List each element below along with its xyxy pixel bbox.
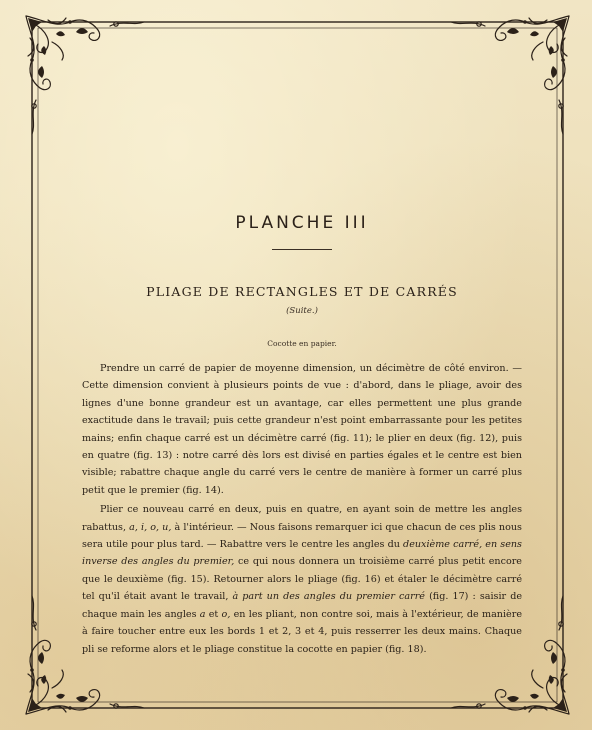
plate-title: PLANCHE III bbox=[235, 213, 369, 233]
title-divider bbox=[272, 249, 332, 250]
italic-run: o, bbox=[221, 608, 231, 620]
text-run: en les pliant, non contre soi, mais à l'extérieur, de manière à faire toucher entre eux les bords 1 et 2, 3 et 4, puis resserrer les deux mains. Chaque pli se reforme alors et le pliage constitue la cocotte en papier (fig. 18). bbox=[82, 608, 522, 655]
section-heading: PLIAGE DE RECTANGLES ET DE CARRÉS bbox=[146, 284, 458, 299]
section-caption: Cocotte en papier. bbox=[267, 339, 337, 348]
text-run: Prendre un carré de papier de moyenne dimension, un décimètre de côté environ. — Cette dimension convient à plusieurs points de vue : d'abord, dans le pliage, avoir des lignes d'une bonne grandeur est un avantage, car elles permettent une plus grande exactitude dans le travail; puis cette grandeur n'est point embarrassante pour les petites mains; enfin chaque carré est un décimètre carré (fig. 11); le plier en deux (fig. 12), puis en quatre (fig. 13) : notre carré dès lors est divisé en parties égales et le centre est bien visible; rabattre chaque angle du carré vers le centre de manière à former un carré plus petit que le premier (fig. 14). bbox=[82, 363, 522, 496]
paragraph bbox=[82, 501, 522, 658]
continued-note: (Suite.) bbox=[286, 306, 318, 316]
corner-ornament-top-left bbox=[26, 16, 144, 134]
text-run: Plier ce nouveau carré en deux, puis en quatre, en ayant soin de mettre les angles rabattus, bbox=[82, 504, 522, 533]
text-run: (fig. 17) : saisir de chaque main les angles bbox=[82, 591, 523, 620]
text-run: et bbox=[205, 608, 222, 620]
italic-run: a bbox=[199, 608, 206, 620]
italic-run: à part un des angles du premier carré bbox=[232, 591, 425, 603]
italic-run: a, i, o, u, bbox=[129, 521, 172, 533]
corner-ornament-top-right bbox=[451, 16, 569, 134]
body-text bbox=[82, 360, 522, 658]
italic-run: deuxième carré, en sens inverse des angles du premier, bbox=[82, 539, 522, 568]
paragraph bbox=[82, 360, 522, 499]
text-run: à l'intérieur. — Nous faisons remarquer ici que chacun de ces plis nous sera utile pour plus tard. — Rabattre vers le centre les angles du bbox=[82, 521, 522, 551]
text-run: ce qui nous donnera un troisième carré plus petit encore que le deuxième (fig. 15). Retourner alors le pliage (fig. 16) et étaler le décimètre carré tel qu'il était avant le travail, bbox=[82, 556, 522, 603]
